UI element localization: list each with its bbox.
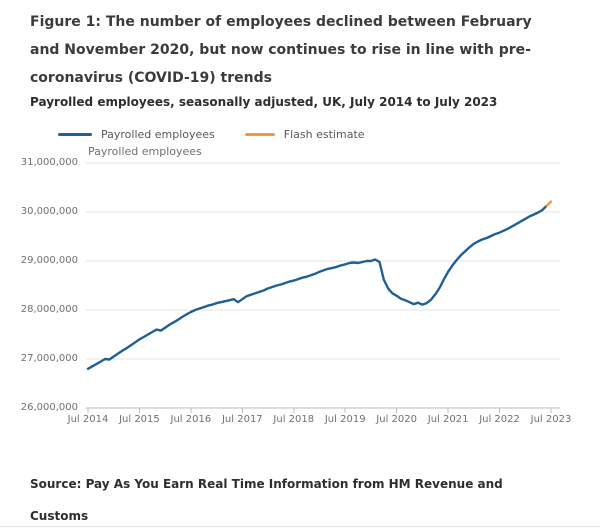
x-axis-tick-label: Jul 2014	[67, 414, 109, 425]
line-chart	[0, 140, 600, 440]
x-axis-tick-label: Jul 2020	[376, 414, 417, 425]
x-axis-tick-label: Jul 2023	[530, 414, 572, 425]
x-axis-tick-label: Jul 2015	[119, 414, 160, 425]
y-axis-tick-label: 26,000,000	[20, 402, 78, 413]
payrolled-employees-line-swatch-icon	[58, 133, 92, 136]
chart-subtitle: Payrolled employees, seasonally adjusted, UK, July 2014 to July 2023	[30, 95, 498, 109]
y-axis-title: Payrolled employees	[88, 145, 202, 158]
x-axis-tick-label: Jul 2018	[273, 414, 315, 425]
chart-legend	[58, 127, 365, 141]
y-axis-tick-label: 30,000,000	[20, 206, 78, 217]
legend-item-payrolled-employees	[58, 128, 215, 141]
y-axis-tick-label: 31,000,000	[20, 157, 78, 168]
x-axis-tick-label: Jul 2017	[221, 414, 263, 425]
y-axis-tick-label: 28,000,000	[20, 304, 78, 315]
source-note-line-2: Customs	[30, 509, 89, 523]
x-axis-tick-label: Jul 2022	[479, 414, 520, 425]
x-axis-tick-label: Jul 2019	[324, 414, 366, 425]
source-note-line-1: Source: Pay As You Earn Real Time Information from HM Revenue and	[30, 477, 503, 491]
legend-item-flash-estimate	[245, 128, 365, 141]
figure-title-line-2: and November 2020, but now continues to rise in line with pre-	[30, 42, 531, 58]
legend-label-payrolled-employees: Payrolled employees	[101, 127, 215, 141]
figure-title-line-3: coronavirus (COVID-19) trends	[30, 70, 272, 86]
flash-estimate-line-swatch-icon	[245, 133, 275, 136]
y-axis-tick-label: 27,000,000	[20, 353, 78, 364]
x-axis-tick-label: Jul 2016	[170, 414, 212, 425]
y-axis-tick-label: 29,000,000	[20, 255, 78, 266]
x-axis-tick-label: Jul 2021	[427, 414, 469, 425]
figure-title	[30, 8, 590, 92]
figure-title-line-1: Figure 1: The number of employees declined between February	[30, 14, 532, 30]
legend-label-flash-estimate: Flash estimate	[283, 127, 365, 141]
bottom-divider	[0, 526, 600, 527]
